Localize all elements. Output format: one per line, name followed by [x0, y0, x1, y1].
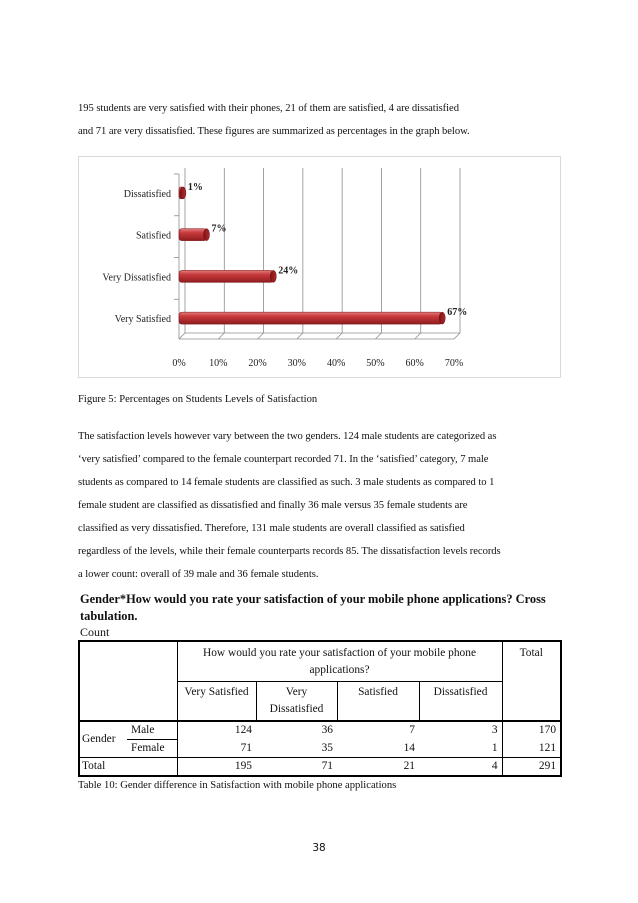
data-label: 1% [187, 181, 203, 193]
row-group-label: Gender [79, 721, 127, 758]
body-line: a lower count: overall of 39 male and 36 female students. [78, 569, 319, 580]
body-line: regardless of the levels, while their female counterparts records 85. The dissatisfaction levels records [78, 546, 501, 557]
x-tick-label: 40% [326, 358, 346, 369]
question-header: How would you rate your satisfaction of your mobile phone applications? [177, 641, 502, 682]
table-cell: 21 [337, 758, 419, 777]
table-cell: 124 [177, 721, 256, 740]
floor-line [375, 333, 381, 339]
x-tick-label: 0% [172, 358, 186, 369]
bar-cap [270, 270, 276, 282]
col-header: Satisfied [337, 682, 419, 722]
bar-cap [439, 312, 445, 324]
body-line: students as compared to 14 female students are classified as such. 3 male students as compared to 1 [78, 477, 495, 488]
table-cell: 7 [409, 724, 415, 736]
crosstab-title: Gender*How would you rate your satisfaction of your mobile phone applications? Cross tabulation. [80, 592, 546, 623]
y-tick-label: Very Dissatisfied [102, 272, 171, 284]
table-cell: 36 [321, 724, 333, 736]
table-cell: 14 [403, 741, 415, 754]
y-tick-label: Very Satisfied [114, 314, 171, 326]
corner-cell [79, 641, 177, 721]
total-row-label: Total [79, 758, 177, 777]
intro-paragraph [78, 97, 568, 143]
x-tick-label: 10% [209, 358, 228, 369]
body-line: ‘very satisfied’ compared to the female counterpart recorded 71. In the ‘satisfied’ category, 7 male [78, 454, 489, 465]
table-caption: Table 10: Gender difference in Satisfaction with mobile phone applications [78, 780, 397, 791]
data-label: 67% [447, 307, 468, 319]
intro-line: and 71 are very dissatisfied. These figures are summarized as percentages in the graph below. [78, 126, 470, 137]
table-cell: 71 [256, 758, 337, 777]
body-paragraph [78, 425, 568, 586]
col-header: Very Dissatisfied [256, 682, 337, 722]
table-cell: 1 [491, 741, 498, 754]
bar-cap [180, 187, 186, 199]
table-total-row [79, 758, 561, 777]
table-cell: 195 [177, 758, 256, 777]
body-line: classified as very dissatisfied. Therefore, 131 male students are overall classified as satisfied [78, 523, 465, 534]
table-cell: 291 [502, 758, 561, 777]
total-header: Total [502, 641, 561, 721]
col-header: Dissatisfied [419, 682, 502, 722]
satisfaction-chart [78, 156, 561, 378]
y-tick-label: Satisfied [136, 230, 171, 242]
body-line: female student are classified as dissatisfied and finally 36 male versus 35 female students are [78, 500, 468, 511]
table-cell: 170 [502, 721, 561, 740]
bar [179, 270, 273, 282]
y-tick-label: Dissatisfied [123, 188, 171, 200]
floor-line [297, 333, 303, 339]
floor-line [454, 333, 460, 339]
floor-line [258, 333, 264, 339]
x-tick-label: 30% [287, 358, 307, 369]
body-line: The satisfaction levels however vary between the two genders. 124 male students are categorized as [78, 431, 497, 442]
table-header-row [79, 641, 561, 682]
table-cell: 3 [491, 724, 498, 736]
count-label: Count [80, 625, 110, 639]
x-tick-label: 70% [444, 358, 464, 369]
floor-line [179, 333, 185, 339]
bar [179, 312, 442, 324]
floor-line [336, 333, 342, 339]
table-cell: 121 [502, 740, 561, 758]
bar [179, 229, 207, 241]
figure-caption: Figure 5: Percentages on Students Levels of Satisfaction [78, 394, 318, 405]
table-cell: 4 [419, 758, 502, 777]
data-label: 24% [278, 265, 299, 277]
row-label: Male [127, 721, 177, 740]
intro-line: 195 students are very satisfied with their phones, 21 of them are satisfied, 4 are dissatisfied [78, 103, 459, 114]
bar-cap [204, 229, 210, 241]
floor-line [415, 333, 421, 339]
table-row [79, 740, 561, 758]
row-label: Female [127, 740, 177, 758]
chart-svg [79, 157, 560, 377]
x-tick-label: 60% [405, 358, 424, 369]
table-cell: 35 [321, 741, 333, 754]
col-header: Very Satisfied [177, 682, 256, 722]
x-tick-label: 20% [248, 358, 267, 369]
data-label: 7% [211, 223, 227, 235]
crosstab-table [78, 640, 562, 777]
table-row [79, 721, 561, 740]
floor-line [218, 333, 224, 339]
page-number: 38 [312, 842, 326, 854]
table-cell: 71 [177, 740, 256, 758]
x-tick-label: 50% [366, 358, 385, 369]
